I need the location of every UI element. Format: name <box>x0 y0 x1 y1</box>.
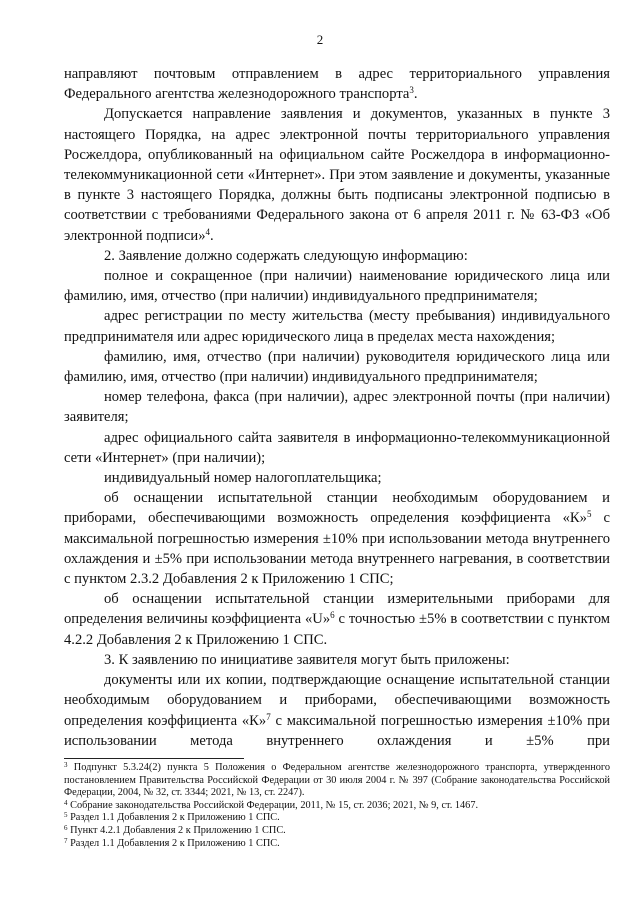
paragraph <box>64 246 610 266</box>
paragraph <box>64 468 610 488</box>
paragraph-text: направляют почтовым отправлением в адрес территориального управления Федерального агентства железнодорожного транспорта <box>64 66 610 103</box>
paragraph <box>64 387 610 427</box>
paragraph-text-tail: с максимальной погрешностью измерения ±10% при использовании метода внутреннего охлаждения и ±5% при использовании метода внутреннего нагревания, в соответствии с пунктом 2.3.2 Добавления 2 к Приложению 1 СПС; <box>64 510 610 588</box>
paragraph-text-tail: . <box>210 227 214 244</box>
footnote-text: Раздел 1.1 Добавления 2 к Приложению 1 СПС. <box>67 837 280 849</box>
paragraph-text-tail: с точностью ±5% в соответствии с пунктом 4.2.2 Добавления 2 к Приложению 1 СПС. <box>64 611 611 648</box>
footnote-number: 6 <box>64 823 68 832</box>
paragraph <box>64 64 610 104</box>
footnote-reference[interactable]: 4 <box>205 226 210 237</box>
page-number: 2 <box>316 32 324 47</box>
paragraph-text: 3. К заявлению по инициативе заявителя могут быть приложены: <box>104 651 510 668</box>
footnote-reference[interactable]: 3 <box>409 85 414 96</box>
footnote <box>64 762 610 800</box>
paragraph-text: адрес регистрации по месту жительства (месту пребывания) индивидуального предпринимателя или адрес юридического лица в пределах места нахождения; <box>64 308 610 345</box>
paragraph-text-tail: с максимальной погрешностью измерения ±10% при использовании метода внутреннего охлаждения и ±5% при <box>64 712 610 749</box>
footnote <box>64 825 610 838</box>
paragraph-text: об оснащении испытательной станции необходимым оборудованием и приборами, обеспечивающими возможность определения коэффициента «К» <box>64 490 610 527</box>
paragraph <box>64 306 610 346</box>
paragraph-text-tail: . <box>413 86 418 103</box>
paragraph-text: 2. Заявление должно содержать следующую информацию: <box>104 247 468 264</box>
paragraph <box>64 670 610 751</box>
footnote-text: Подпункт 5.3.24(2) пункта 5 Положения о Федеральном агентстве железнодорожного транспорта, утвержденного постановлением Правительства Российской Федерации от 30 июля 2004 г. № 397 (Собрание законодательства Российской Федерации, 2004, № 32, ст. 3344; 2021, № 13, ст. 2247). <box>64 762 610 799</box>
footnote-number: 3 <box>64 761 68 769</box>
paragraph-text: об оснащении испытательной станции измерительными приборами для определения величины коэффициента «U» <box>64 591 610 628</box>
paragraph <box>64 104 610 245</box>
footnote-text: Собрание законодательства Российской Федерации, 2011, № 15, ст. 2036; 2021, № 9, ст. 1467. <box>67 799 479 811</box>
paragraph-text: Допускается направление заявления и документов, указанных в пункте 3 настоящего Порядка, на адрес электронной почты территориального управления Росжелдора, опубликованный на официальном сайте Росжелдора в информационно-телекоммуникационной сети «Интернет». При этом заявление и документы, указанные в пункте 3 настоящего Порядка, должны быть подписаны электронной подписью в соответствии с требованиями Федерального закона от 6 апреля 2011 г. № 63-ФЗ «Об электронной подписи» <box>64 106 610 244</box>
footnote-text: Пункт 4.2.1 Добавления 2 к Приложению 1 СПС. <box>67 824 286 836</box>
paragraph-text: фамилию, имя, отчество (при наличии) руководителя юридического лица или фамилию, имя, отчество (при наличии) индивидуального предпринимателя; <box>64 348 610 386</box>
paragraph <box>64 488 610 589</box>
body-text <box>64 64 610 751</box>
paragraph <box>64 650 610 670</box>
paragraph <box>64 347 610 387</box>
footnote-reference[interactable]: 7 <box>266 711 271 722</box>
paragraph <box>64 266 610 306</box>
paragraph-text: документы или их копии, подтверждающие оснащение испытательной станции необходимым оборудованием и приборами, обеспечивающими возможность определения коэффициента «К» <box>64 672 610 729</box>
footnotes <box>64 762 610 850</box>
footnote-number: 5 <box>64 811 68 820</box>
footnote-reference[interactable]: 5 <box>586 509 592 520</box>
paragraph-text: адрес официального сайта заявителя в информационно-телекоммуникационной сети «Интернет» (при наличии); <box>64 429 610 466</box>
footnote-text: Раздел 1.1 Добавления 2 к Приложению 1 СПС. <box>67 812 280 824</box>
footnote-divider <box>64 758 244 759</box>
paragraph <box>64 589 610 650</box>
footnote-reference[interactable]: 6 <box>330 610 335 621</box>
footnote <box>64 800 610 813</box>
paragraph <box>64 428 610 468</box>
footnote-number: 7 <box>64 836 68 845</box>
paragraph-text: номер телефона, факса (при наличии), адрес электронной почты (при наличии) заявителя; <box>64 389 610 426</box>
footnote <box>64 838 610 851</box>
footnote-number: 4 <box>64 798 68 807</box>
footnote <box>64 812 610 825</box>
paragraph-text: полное и сокращенное (при наличии) наименование юридического лица или фамилию, имя, отчество (при наличии) индивидуального предпринимателя; <box>64 268 610 305</box>
paragraph-text: индивидуальный номер налогоплательщика; <box>104 470 382 487</box>
